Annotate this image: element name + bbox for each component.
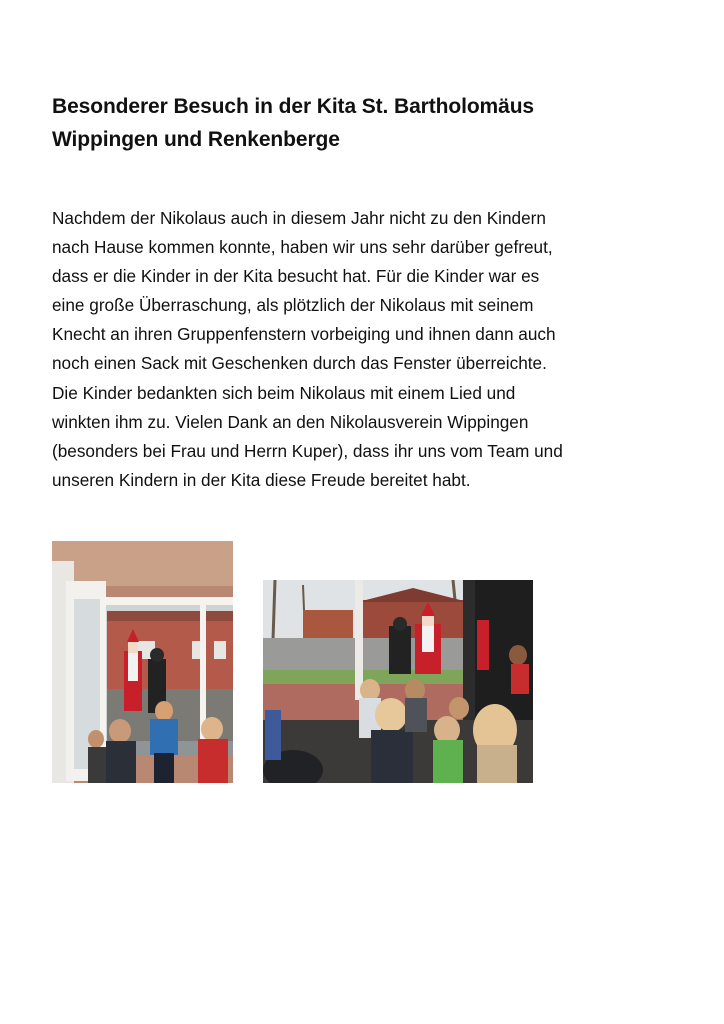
body-line: noch einen Sack mit Geschenken durch das Fenster überreichte. [52,353,547,374]
body-line: Nachdem der Nikolaus auch in diesem Jahr nicht zu den Kindern [52,208,546,228]
body-line: eine große Überraschung, als plötzlich der Nikolaus mit seinem [52,295,534,316]
body-line: winkten ihm zu. Vielen Dank an den Nikolausverein Wippingen [52,411,529,432]
photo-children-at-window [52,541,233,783]
body-line: (besonders bei Frau und Herrn Kuper), dass ihr uns vom Team und [52,440,563,461]
photo-children-watching-nikolaus [263,580,533,783]
body-line: unseren Kindern in der Kita diese Freude bereitet habt. [52,469,471,490]
body-line: Knecht an ihren Gruppenfenstern vorbeiging und ihnen dann auch [52,324,556,345]
body-line: dass er die Kinder in der Kita besucht hat. Für die Kinder war es [52,266,540,287]
title-line-2: Wippingen und Renkenberge [52,128,340,151]
body-paragraph [52,204,682,495]
body-line: Die Kinder bedankten sich beim Nikolaus mit einem Lied und [52,382,516,403]
page-title [52,90,672,156]
title-line-1: Besonderer Besuch in der Kita St. Bartholomäus [52,95,535,118]
body-line: nach Hause kommen konnte, haben wir uns sehr darüber gefreut, [52,237,553,258]
